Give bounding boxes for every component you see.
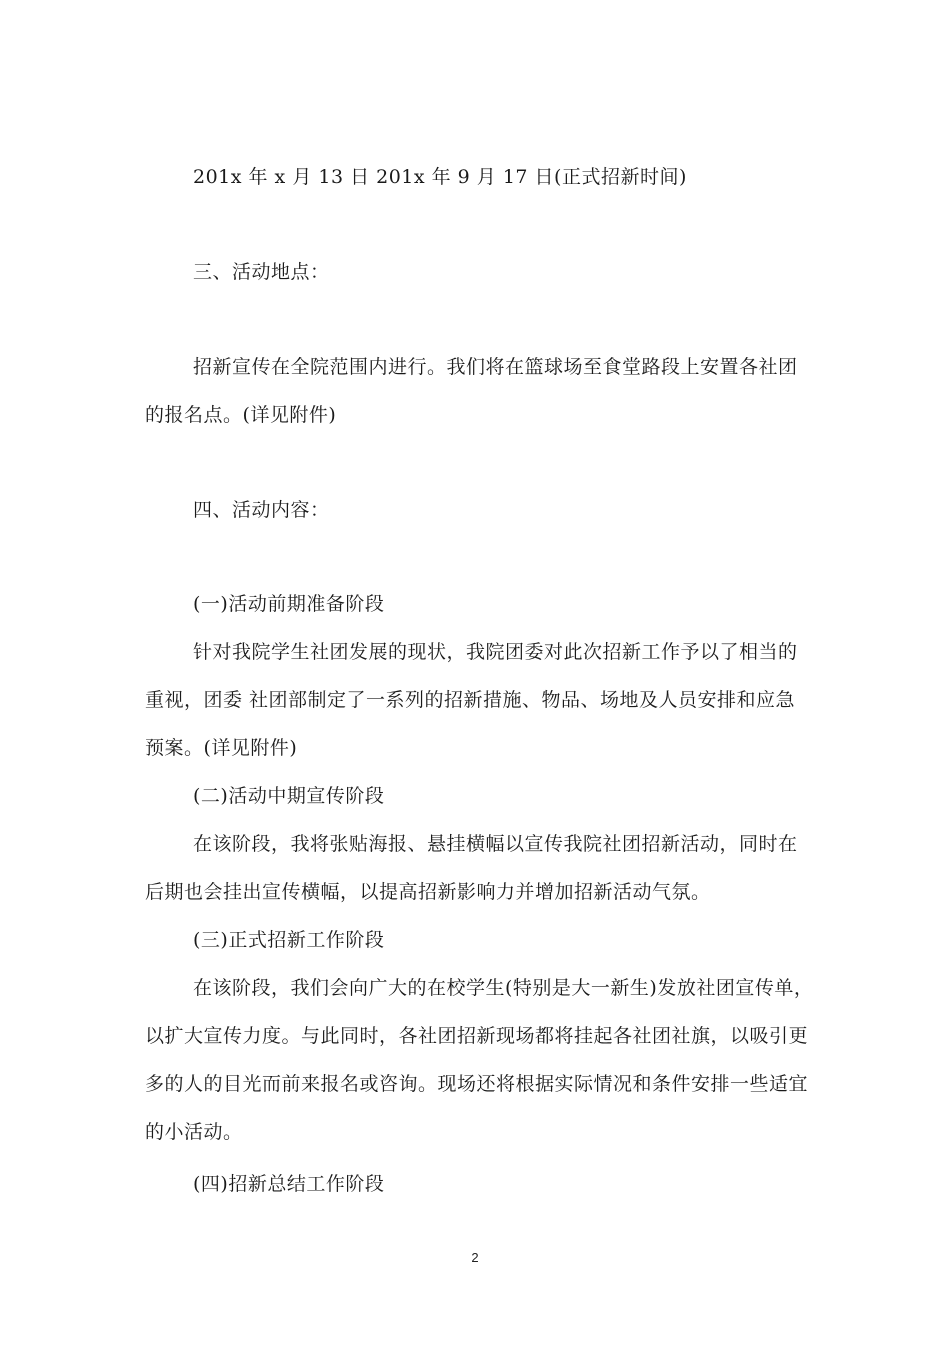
schedule-dates: 201x 年 x 月 13 日 201x 年 9 月 17 日(正式招新时间) <box>193 166 687 188</box>
section-heading-location: 三、活动地点： <box>193 261 330 283</box>
location-paragraph-line: 招新宣传在全院范围内进行。我们将在篮球场至食堂路段上安置各社团 <box>193 356 798 378</box>
recruitment-paragraph-line: 以扩大宣传力度。与此同时，各社团招新现场都将挂起各社团社旗，以吸引更 <box>145 1025 809 1047</box>
location-paragraph-line: 的报名点。(详见附件) <box>145 404 337 426</box>
page-number: 2 <box>471 1250 479 1265</box>
subsection-heading-summary: (四)招新总结工作阶段 <box>193 1173 385 1195</box>
subsection-heading-recruitment: (三)正式招新工作阶段 <box>193 929 385 951</box>
section-heading-content: 四、活动内容： <box>193 499 330 521</box>
publicity-paragraph-line: 在该阶段，我将张贴海报、悬挂横幅以宣传我院社团招新活动，同时在 <box>193 833 798 855</box>
recruitment-paragraph-line: 的小活动。 <box>145 1121 243 1143</box>
subsection-heading-publicity: (二)活动中期宣传阶段 <box>193 785 385 807</box>
preparation-paragraph-line: 针对我院学生社团发展的现状，我院团委对此次招新工作予以了相当的 <box>193 641 798 663</box>
recruitment-paragraph-line: 多的人的目光而前来报名或咨询。现场还将根据实际情况和条件安排一些适宜 <box>145 1073 809 1095</box>
publicity-paragraph-line: 后期也会挂出宣传横幅，以提高招新影响力并增加招新活动气氛。 <box>145 881 711 903</box>
subsection-heading-preparation: (一)活动前期准备阶段 <box>193 593 385 615</box>
preparation-paragraph-line: 预案。(详见附件) <box>145 737 298 759</box>
recruitment-paragraph-line: 在该阶段，我们会向广大的在校学生(特别是大一新生)发放社团宣传单， <box>193 977 814 999</box>
preparation-paragraph-line: 重视，团委 社团部制定了一系列的招新措施、物品、场地及人员安排和应急 <box>145 689 796 711</box>
